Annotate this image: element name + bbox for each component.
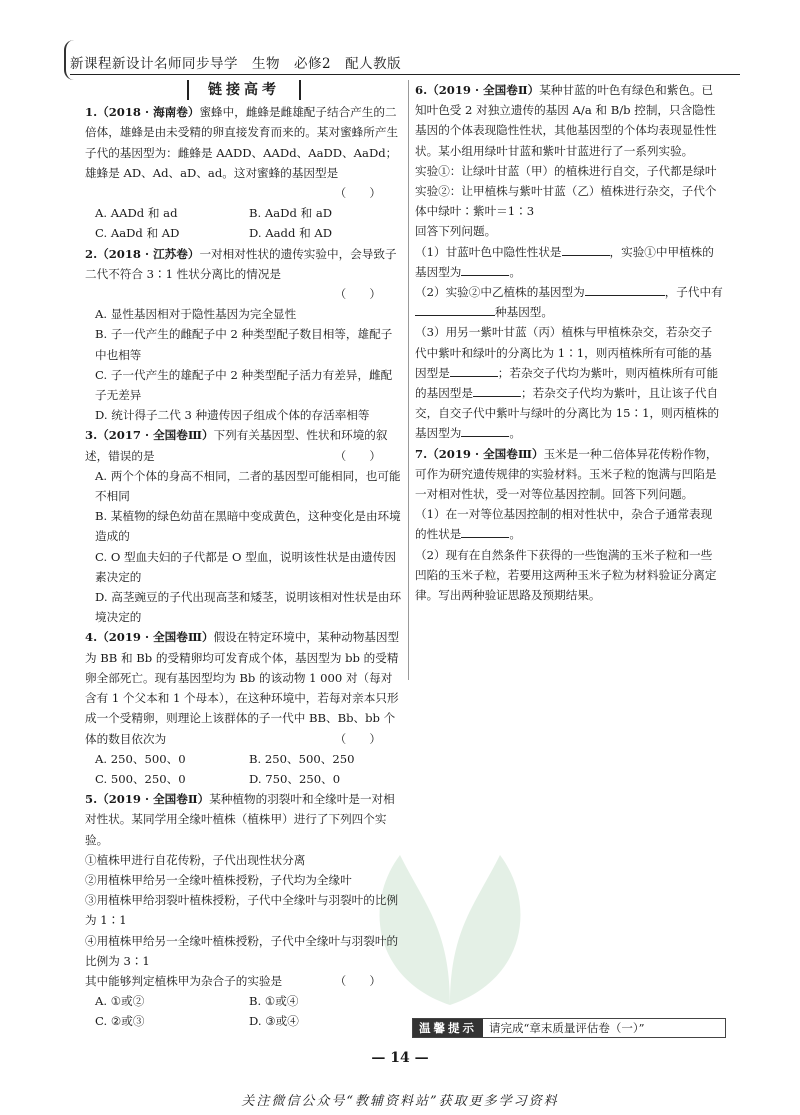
section-title: 链接高考 bbox=[187, 80, 301, 100]
header-rule bbox=[70, 74, 740, 75]
option-c: C. 子一代产生的雄配子中 2 种类型配子活力有差异，雌配子无差异 bbox=[95, 367, 393, 403]
answer-paren: （ ） bbox=[334, 973, 381, 988]
question-tail: 其中能够判定植株甲为杂合子的实验是 bbox=[85, 973, 283, 988]
option-b: B. 子一代产生的雌配子中 2 种类型配子数目相等，雄配子中也相等 bbox=[95, 327, 393, 362]
answer-paren: （ ） bbox=[334, 448, 381, 463]
option-c: C. O 型血夫妇的子代都是 O 型血，说明该性状是由遗传因素决定的 bbox=[95, 549, 396, 584]
question-head: 3.（2017 · 全国卷Ⅲ） bbox=[85, 428, 214, 443]
sub-question-1 bbox=[415, 504, 723, 544]
sub-text: （1）甘蓝叶色中隐性性状是 bbox=[415, 244, 562, 259]
question-6 bbox=[415, 80, 723, 444]
sub-text: （3）用另一紫叶甘蓝（丙）植株与甲植株杂交，若杂交子代中紫叶和绿叶的分离比为 1∶1，则丙植株所有可能的基因型是 bbox=[415, 325, 713, 380]
answer-blank[interactable] bbox=[415, 303, 495, 316]
sub-text: ，子代中有 bbox=[664, 285, 723, 300]
answer-blank[interactable] bbox=[562, 243, 610, 256]
experiment-2: 实验②：让甲植株与紫叶甘蓝（乙）植株进行杂交，子代个体中绿叶∶紫叶＝1∶3 bbox=[415, 184, 717, 219]
sub-text: （1）在一对等位基因控制的相对性状中，杂合子通常表现的性状是 bbox=[415, 507, 713, 542]
option-a: A. 两个个体的身高不相同，二者的基因型可能相同，也可能不相同 bbox=[95, 468, 401, 504]
page-header: 新课程新设计名师同步导学 生物 必修2 配人教版 bbox=[70, 56, 402, 72]
column-divider bbox=[408, 80, 409, 680]
sub-text: ，实验①中甲植株的基因型为 bbox=[415, 244, 714, 279]
option-a: A. ①或② bbox=[95, 994, 145, 1009]
question-head: 4.（2019 · 全国卷Ⅲ） bbox=[85, 630, 214, 645]
answer-paren: （ ） bbox=[334, 731, 381, 746]
reminder-text: 请完成“章末质量评估卷（一）” bbox=[489, 1021, 645, 1035]
option-a: A. AADd 和 ad bbox=[95, 206, 178, 221]
question-head: 7.（2019 · 全国卷Ⅲ） bbox=[415, 446, 544, 461]
question-2 bbox=[85, 244, 403, 426]
question-ask: 回答下列问题。 bbox=[415, 224, 497, 239]
sub-text: （2）实验②中乙植株的基因型为 bbox=[415, 285, 585, 300]
sub-text: 。 bbox=[509, 527, 521, 542]
sub-question-2: （2）现有在自然条件下获得的一些饱满的玉米子粒和一些凹陷的玉米子粒，若要用这两种玉米子粒为材料验证分离定律。写出两种验证思路及预期结果。 bbox=[415, 547, 717, 603]
option-d: D. 750、250、0 bbox=[249, 771, 341, 786]
option-b: B. ①或④ bbox=[249, 994, 299, 1009]
question-3 bbox=[85, 425, 403, 627]
footer-note: 关注微信公众号“教辅资料站”获取更多学习资料 bbox=[241, 1094, 559, 1109]
reminder-box bbox=[412, 1018, 726, 1038]
question-stem: 玉米是一种二倍体异花传粉作物，可作为研究遗传规律的实验材料。玉米子粒的饱满与凹陷是一对相对性状，受一对等位基因控制。回答下列问题。 bbox=[415, 446, 718, 502]
answer-blank[interactable] bbox=[473, 384, 521, 397]
right-column bbox=[415, 80, 723, 605]
page-number: — 14 — bbox=[371, 1050, 429, 1066]
option-a: A. 250、500、0 bbox=[95, 751, 186, 766]
question-stem: 某种甘蓝的叶色有绿色和紫色。已知叶色受 2 对独立遗传的基因 A/a 和 B/b 控制，只含隐性基因的个体表现隐性性状，其他基因型的个体均表现显性性状。某小组用绿叶甘蓝和紫叶甘蓝进行了一系列实验。 bbox=[415, 83, 717, 158]
sub-text: 。 bbox=[509, 264, 521, 279]
option-d: D. 统计得子二代 3 种遗传因子组成个体的存活率相等 bbox=[95, 408, 370, 423]
option-d: D. Aadd 和 AD bbox=[249, 226, 333, 241]
option-c: C. ②或③ bbox=[95, 1014, 145, 1029]
question-stem: 下列有关基因型、性状和环境的叙述，错误的是 bbox=[85, 428, 388, 463]
sub-question-3 bbox=[415, 322, 723, 443]
sub-text: 。 bbox=[509, 426, 521, 441]
experiment-item: ②用植株甲给另一全缘叶植株授粉，子代均为全缘叶 bbox=[85, 872, 352, 887]
answer-blank[interactable] bbox=[461, 263, 509, 276]
option-c: C. AaDd 和 AD bbox=[95, 226, 180, 241]
question-stem: 一对相对性状的遗传实验中，会导致子二代不符合 3∶1 性状分离比的情况是 bbox=[85, 246, 397, 281]
experiment-item: ④用植株甲给另一全缘叶植株授粉，子代中全缘叶与羽裂叶的比例为 3∶1 bbox=[85, 933, 399, 968]
reminder-label: 温馨提示 bbox=[413, 1019, 483, 1037]
experiment-item: ①植株甲进行自花传粉，子代出现性状分离 bbox=[85, 852, 306, 867]
question-head: 5.（2019 · 全国卷Ⅱ） bbox=[85, 792, 210, 807]
answer-blank[interactable] bbox=[585, 283, 665, 296]
question-4 bbox=[85, 627, 403, 789]
question-stem: 蜜蜂中，雌蜂是雌雄配子结合产生的二倍体，雄蜂是由未受精的卵直接发育而来的。某对蜜蜂所产生子代的基因型为：雌蜂是 AADD、AADd、AaDD、AaDd；雄蜂是 AD、Ad、aD、ad。这对蜜蜂的基因型是 bbox=[85, 105, 399, 180]
option-a: A. 显性基因相对于隐性基因为完全显性 bbox=[95, 307, 297, 322]
option-b: B. 某植物的绿色幼苗在黑暗中变成黄色，这种变化是由环境造成的 bbox=[95, 509, 401, 544]
option-d: D. ③或④ bbox=[249, 1014, 299, 1029]
question-stem: 某种植物的羽裂叶和全缘叶是一对相对性状。某同学用全缘叶植株（植株甲）进行了下列四个实验。 bbox=[85, 792, 395, 847]
question-head: 1.（2018 · 海南卷） bbox=[85, 105, 200, 120]
answer-blank[interactable] bbox=[450, 364, 498, 377]
question-head: 6.（2019 · 全国卷Ⅱ） bbox=[415, 83, 540, 97]
experiment-item: ③用植株甲给羽裂叶植株授粉，子代中全缘叶与羽裂叶的比例为 1∶1 bbox=[85, 893, 399, 928]
question-1 bbox=[85, 102, 403, 243]
question-stem: 假设在特定环境中，某种动物基因型为 BB 和 Bb 的受精卵均可发育成个体，基因型为 bb 的受精卵全部死亡。现有基因型均为 Bb 的该动物 1 000 对（每对含有 1 个父本和 1 个母本），在这种环境中，若每对亲本只形成一个受精卵，则理论上该群体的子一代中 BB、Bb、bb 个体的数目依次为 bbox=[85, 630, 400, 746]
question-5 bbox=[85, 789, 403, 1031]
sub-text: ；若杂交子代均为紫叶，则丙植株所有可能的基因型是 bbox=[415, 365, 719, 401]
option-b: B. 250、500、250 bbox=[249, 751, 355, 766]
option-b: B. AaDd 和 aD bbox=[249, 206, 333, 221]
option-c: C. 500、250、0 bbox=[95, 771, 186, 786]
answer-blank[interactable] bbox=[461, 525, 509, 538]
answer-blank[interactable] bbox=[461, 424, 509, 437]
answer-paren: （ ） bbox=[334, 287, 381, 302]
question-7 bbox=[415, 444, 723, 606]
sub-text: ；若杂交子代均为紫叶，且让该子代自交，自交子代中紫叶与绿叶的分离比为 15∶1，则丙植株的基因型为 bbox=[415, 386, 720, 441]
experiment-1: 实验①：让绿叶甘蓝（甲）的植株进行自交，子代都是绿叶 bbox=[415, 163, 717, 178]
answer-paren: （ ） bbox=[334, 186, 381, 201]
sub-text: 种基因型。 bbox=[495, 305, 553, 320]
left-column bbox=[85, 80, 403, 1032]
sub-question-1 bbox=[415, 242, 723, 282]
option-d: D. 高茎豌豆的子代出现高茎和矮茎，说明该相对性状是由环境决定的 bbox=[95, 590, 402, 625]
sub-question-2 bbox=[415, 282, 723, 322]
question-head: 2.（2018 · 江苏卷） bbox=[85, 246, 200, 261]
